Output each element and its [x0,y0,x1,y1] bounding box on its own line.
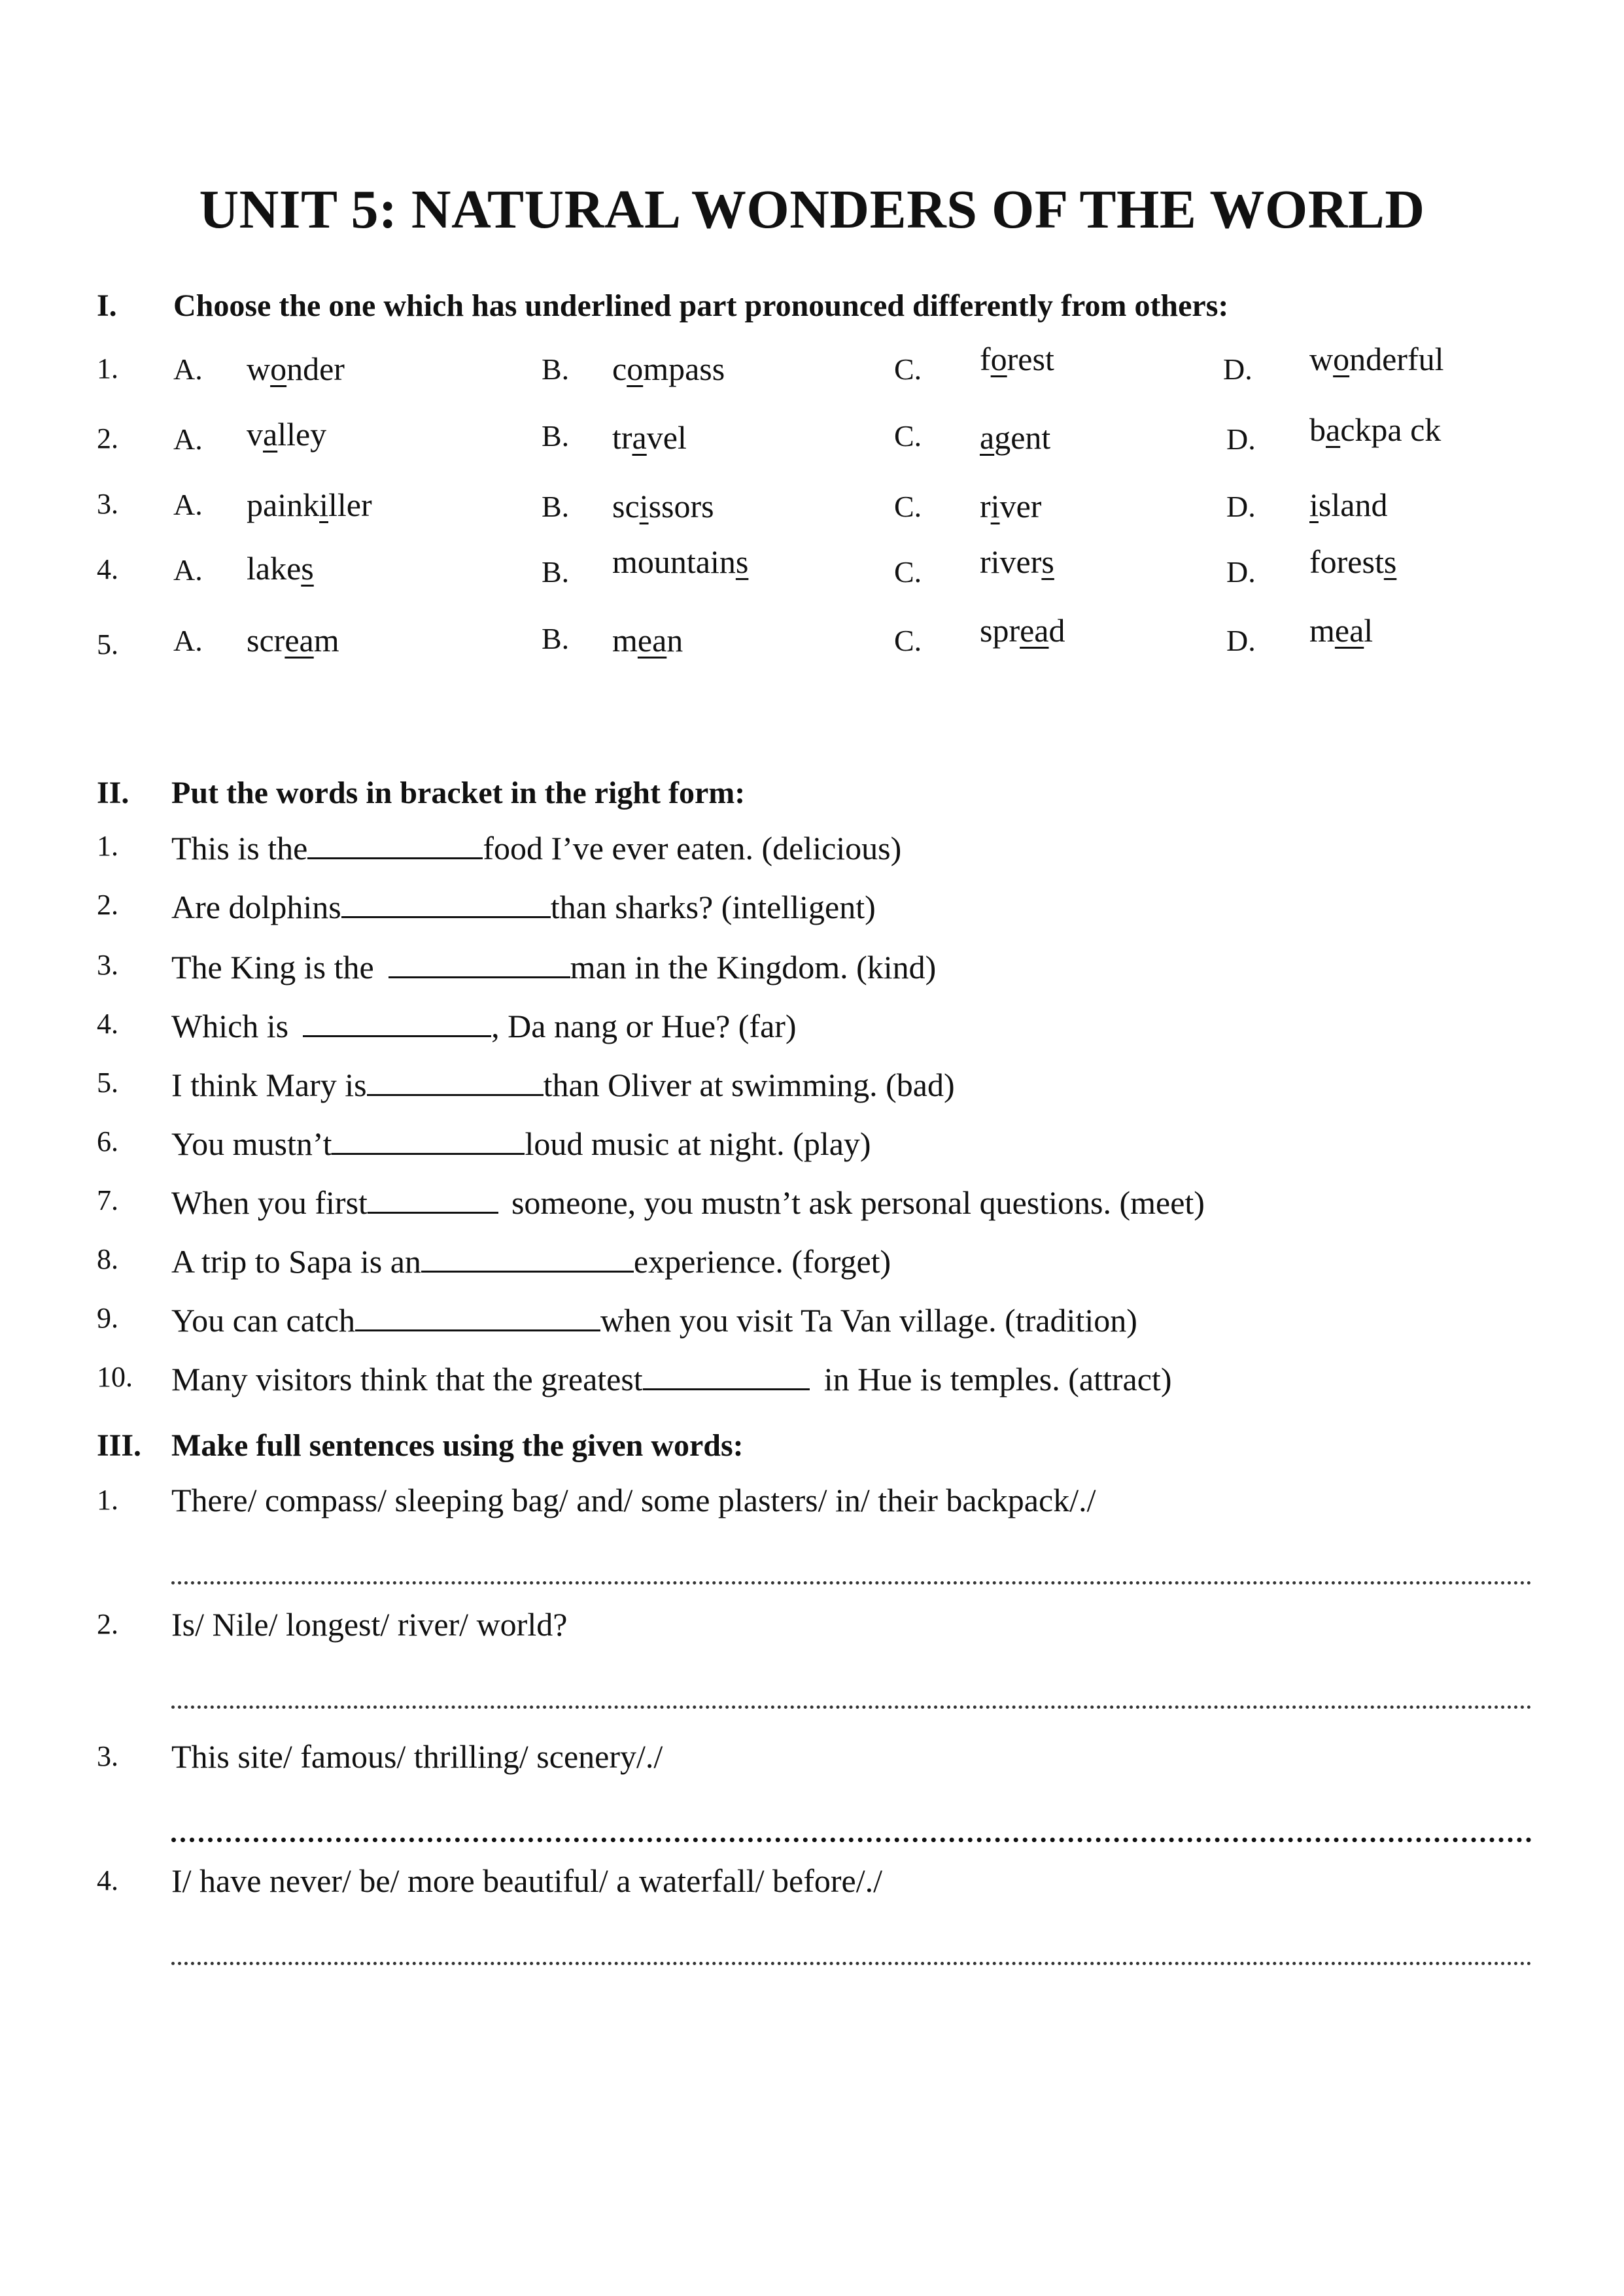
option-word: meal [1309,612,1373,649]
option-word: spread [980,612,1065,649]
option-word: wonder [247,351,345,387]
answer-line[interactable] [171,1962,1532,1972]
answer-blank[interactable] [367,1064,544,1096]
item-number: 8. [97,1243,118,1275]
option-word: agent [980,419,1051,456]
prompt-text: This site/ famous/ thrilling/ scenery/./ [171,1738,663,1775]
item-number: 2. [97,1608,118,1640]
option-word: painkiller [247,487,372,523]
option-letter: B. [542,490,570,523]
option-word: scream [247,622,339,659]
fill-blank-line: Many visitors think that the greatest in Hue is temples. (attract) [171,1358,1171,1398]
option-letter: B. [542,352,570,386]
prompt-text: I/ have never/ be/ more beautiful/ a waterfall/ before/./ [171,1862,882,1899]
option-letter: D. [1226,624,1256,657]
item-number: 5. [97,1067,118,1099]
option-letter: C. [894,352,922,386]
item-number: 4. [97,1864,118,1896]
option-word: valley [247,416,327,453]
item-number: 4. [97,1008,118,1040]
option-letter: D. [1226,490,1256,523]
option-letter: D. [1223,352,1253,386]
answer-blank[interactable] [421,1241,634,1273]
option-letter: D. [1226,555,1256,589]
section-2-instruction: Put the words in bracket in the right form: [171,776,746,810]
fill-blank-line: You mustn’t loud music at night. (play) [171,1123,871,1163]
option-letter: A. [173,352,203,386]
option-letter: A. [173,624,203,657]
answer-blank[interactable] [389,946,570,978]
prompt-text: Is/ Nile/ longest/ river/ world? [171,1606,568,1643]
option-letter: C. [894,419,922,453]
answer-blank[interactable] [355,1299,600,1331]
option-word: compass [612,351,725,387]
item-number: 7. [97,1184,118,1216]
answer-blank[interactable] [368,1182,498,1214]
answer-blank[interactable] [341,886,551,918]
option-word: forest [980,341,1054,377]
question-number: 4. [97,553,118,585]
item-number: 9. [97,1302,118,1334]
question-number: 2. [97,422,118,454]
option-word: river [980,488,1042,524]
fill-blank-line: You can catch when you visit Ta Van village. (tradition) [171,1299,1137,1339]
answer-blank[interactable] [303,1005,491,1037]
option-letter: A. [173,553,203,587]
fill-blank-line: Are dolphins than sharks? (intelligent) [171,886,876,926]
answer-blank[interactable] [307,827,483,859]
question-number: 5. [97,628,118,660]
answer-blank[interactable] [643,1358,810,1390]
item-number: 1. [97,1484,118,1516]
option-letter: A. [173,488,203,521]
item-number: 2. [97,889,118,921]
option-letter: C. [894,624,922,657]
item-number: 3. [97,949,118,981]
question-number: 3. [97,488,118,520]
option-letter: B. [542,419,570,453]
fill-blank-line: This is the food I’ve ever eaten. (delicious) [171,827,901,867]
option-letter: D. [1226,422,1256,456]
option-word: scissors [612,488,714,524]
answer-line[interactable] [171,1581,1532,1591]
option-word: forests [1309,543,1397,580]
fill-blank-line: I think Mary is than Oliver at swimming. (bad) [171,1064,955,1104]
option-word: lakes [247,550,314,587]
option-letter: B. [542,622,570,655]
question-number: 1. [97,352,118,385]
section-3-number: III. [97,1428,142,1463]
page-title: UNIT 5: NATURAL WONDERS OF THE WORLD [199,179,1425,240]
item-number: 3. [97,1740,118,1772]
option-word: mean [612,622,683,659]
fill-blank-line: The King is the man in the Kingdom. (kind) [171,946,936,986]
prompt-text: There/ compass/ sleeping bag/ and/ some plasters/ in/ their backpack/./ [171,1482,1096,1518]
section-2-number: II. [97,776,130,810]
option-letter: C. [894,490,922,523]
section-1-instruction: Choose the one which has underlined part pronounced differently from others: [173,288,1229,323]
option-word: backpa ck [1309,411,1442,448]
fill-blank-line: Which is , Da nang or Hue? (far) [171,1005,797,1045]
option-letter: C. [894,555,922,589]
section-1-number: I. [97,288,117,323]
option-letter: B. [542,555,570,589]
item-number: 10. [97,1361,133,1393]
answer-line[interactable] [171,1838,1532,1849]
option-word: rivers [980,543,1054,580]
fill-blank-line: A trip to Sapa is an experience. (forget) [171,1241,891,1280]
answer-blank[interactable] [332,1123,525,1155]
option-word: island [1309,487,1388,523]
section-3-instruction: Make full sentences using the given words: [171,1428,744,1463]
option-letter: A. [173,422,203,456]
option-word: travel [612,419,687,456]
item-number: 1. [97,830,118,862]
answer-line[interactable] [171,1705,1532,1715]
option-word: wonderful [1309,341,1444,377]
item-number: 6. [97,1125,118,1157]
option-word: mountains [612,543,749,580]
fill-blank-line: When you first someone, you mustn’t ask personal questions. (meet) [171,1182,1205,1222]
